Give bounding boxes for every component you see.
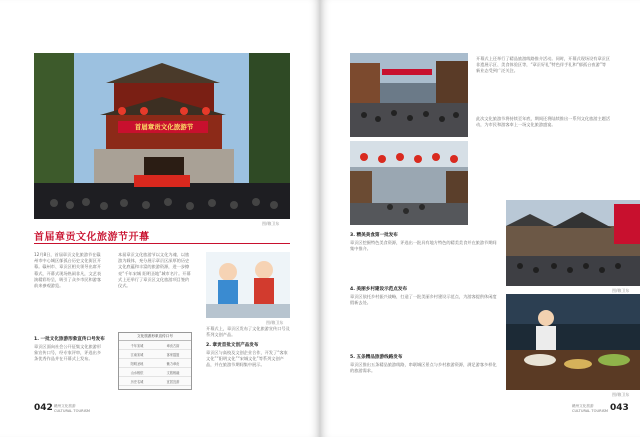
hero-photo-caption: 图/赖卫东 (262, 221, 280, 226)
street-scene-illustration (350, 53, 468, 137)
costume-figures-illustration (206, 252, 290, 318)
table-row (119, 359, 191, 368)
section-2-text: 章贡区与高校及文创企业合作，开发了“客家文化”“阳明文化”“宋城文化”等系列文创产品，并在旅游节期间集中展示。 (206, 350, 288, 368)
table-cell: 阳明圣地 (130, 361, 144, 366)
hero-photo (34, 53, 290, 219)
figure-caption: 图/赖卫东 (266, 320, 284, 325)
right-foot-magazine: 赣州文化旅游 (572, 404, 594, 408)
left-foot-magazine: 赣州文化旅游 (54, 404, 76, 408)
right-page (320, 0, 640, 437)
hero-banner-text: 首届章贡文化旅游节 (134, 123, 194, 131)
article-title: 首届章贡文化旅游节开幕 (34, 232, 150, 243)
left-foot-sub: CULTURAL TOURISM (54, 409, 91, 413)
section-1-heading: 1. 一批文化旅游形象宣传口号发布 (34, 337, 105, 342)
column2-paragraph: 本届章贡文化旅游节以文化为魂、以旅游为载体，充分展示章贡区深厚的历史文化底蕴和丰富的旅游资源，进一步擦亮“千年宋城 阳明圣地”城市名片。开幕式上还举行了章贡区文化旅游项目签约仪式。 (118, 252, 191, 289)
table-cell: 历史名城 (130, 379, 144, 384)
lantern-street-illustration (350, 141, 468, 225)
section-5-text: 章贡区推出五条精品旅游线路，串联城区景点与乡村旅游资源，满足游客多样化的旅游需求。 (350, 362, 497, 374)
right-photo-caption-2: 图/赖卫东 (612, 392, 630, 397)
section-4-text: 章贡区依托乡村振兴战略，打造了一批美丽乡村建设示范点，为游客提供休闲度假新去处。 (350, 294, 497, 306)
table-row (119, 368, 191, 377)
table-cell: 宜居宜游 (166, 379, 180, 384)
right-photo-caption-1: 图/赖卫东 (612, 288, 630, 293)
right-top-paragraph: 开幕式上还举行了精品旅游线路推介活动。同时，开幕式现场设有章贡区非遗展示区、美食体验区等，“章贡好礼”特色伴手礼和“郁孤台夜游”等新业态受到广泛关注。 (476, 56, 610, 74)
table-cell: 文旅相融 (166, 370, 180, 375)
gate-tower-illustration (34, 53, 290, 219)
table-row (119, 350, 191, 359)
section-2-heading: 2. 章贡首批文创产品发布 (206, 343, 259, 348)
slogan-table (118, 332, 192, 390)
table-cell: 客家摇篮 (166, 352, 180, 357)
intro-paragraph: 12月8日，首届章贡文化旅游节在赣州市中心城区郁孤台历史文化街区开幕。赣州市、章贡区相关领导出席开幕式，开幕式现场热闹非凡，文艺表演精彩纷呈，吸引了众多市民和游客前来参观游览。 (34, 252, 102, 289)
slogan-table-header: 文化旅游形象宣传口号 (119, 333, 191, 341)
table-cell: 章贡古韵 (166, 343, 180, 348)
street-crowd-photo (350, 53, 468, 137)
village-illustration (506, 200, 640, 286)
table-cell: 魅力章贡 (166, 361, 180, 366)
section-4-heading: 4. 美丽乡村建设示范点发布 (350, 287, 408, 292)
table-cell: 江南宋城 (130, 352, 144, 357)
table-cell: 千年宋城 (130, 343, 144, 348)
table-cell: 山水相依 (130, 370, 144, 375)
section-3-text: 章贡区挖掘特色美食资源，评选出一批具有地方特色的精美美食并在旅游节期间集中推介。 (350, 240, 497, 252)
section-1-text: 章贡区面向社会公开征集文化旅游形象宣传口号，经专家评审，评选出多条优秀作品并在开幕式上发布。 (34, 344, 102, 362)
right-top-paragraph-2: 此次文化旅游节将持续至年底，期间还将陆续推出一系列文化旅游主题活动，为市民和游客奉上一场文化旅游盛宴。 (476, 116, 610, 128)
column3-paragraph: 开幕式上，章贡区发布了文化旅游宣传口号及系列文创产品。 (206, 326, 290, 338)
table-row (119, 377, 191, 386)
lantern-street-photo (350, 141, 468, 225)
right-foot-sub: CULTURAL TOURISM (572, 409, 609, 413)
section-5-heading: 5. 五条精品旅游线路发布 (350, 355, 403, 360)
section-3-heading: 3. 精美美食第一批发布 (350, 233, 398, 238)
food-display-photo (506, 294, 640, 390)
right-page-number: 043 (610, 403, 629, 413)
village-photo (506, 200, 640, 286)
opera-costume-photo (206, 252, 290, 318)
left-page-number: 042 (34, 403, 53, 413)
table-row (119, 341, 191, 350)
food-display-illustration (506, 294, 640, 390)
